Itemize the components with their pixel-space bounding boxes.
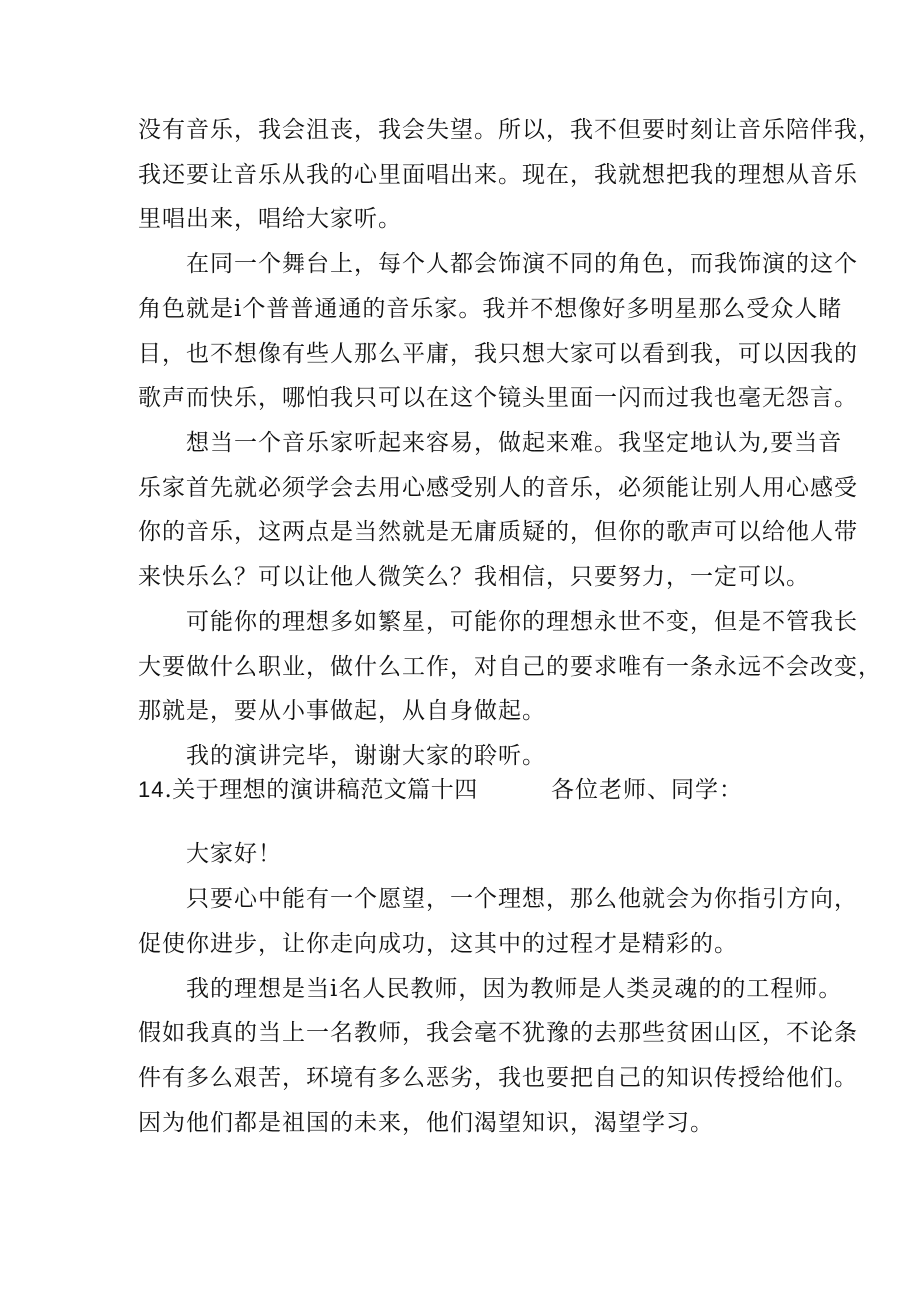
text-line: 假如我真的当上一名教师，我会毫不犹豫的去那些贫困山区，不论条 [138, 1020, 858, 1046]
text-line: 歌声而快乐，哪怕我只可以在这个镜头里面一闪而过我也毫无怨言。 [138, 385, 858, 411]
text-line: 件有多么艰苦，环境有多么恶劣，我也要把自己的知识传授给他们。 [138, 1065, 858, 1091]
text-line: 想当一个音乐家听起来容易，做起来难。我坚定地认为,要当音 [186, 430, 843, 456]
section-number: 14 [138, 777, 165, 802]
text-line: 我的演讲完毕，谢谢大家的聆听。 [186, 743, 546, 769]
text-line: 我还要让音乐从我的心里面唱出来。现在，我就想把我的理想从音乐 [138, 162, 858, 188]
text-line: 可能你的理想多如繁星，可能你的理想永世不变，但是不管我长 [186, 609, 858, 635]
text-line: 目，也不想像有些人那么平庸，我只想大家可以看到我，可以因我的 [138, 341, 858, 367]
section-heading [138, 775, 758, 805]
text-line: 在同一个舞台上，每个人都会饰演不同的角色，而我饰演的这个 [186, 251, 858, 277]
text-line: 那就是，要从小事做起，从自身做起。 [138, 698, 546, 724]
text-line: 大要做什么职业，做什么工作，对自己的要求唯有一条永远不会改变， [138, 654, 882, 680]
text-line: 角色就是i个普普通通的音乐家。我并不想像好多明星那么受众人睹 [138, 296, 843, 322]
text-line: 只要心中能有一个愿望，一个理想，那么他就会为你指引方向， [186, 886, 858, 912]
text-line: 来快乐么？可以让他人微笑么？我相信，只要努力，一定可以。 [138, 564, 810, 590]
section-title: .关于理想的演讲稿范文篇十四 [164, 777, 478, 803]
text-line: 里唱出来，唱给大家听。 [138, 206, 402, 232]
text-line: 大家好！ [186, 841, 282, 867]
text-line: 你的音乐，这两点是当然就是无庸质疑的，但你的歌声可以给他人带 [138, 519, 858, 545]
text-line: 乐家首先就必须学会去用心感受别人的音乐，必须能让别人用心感受 [138, 475, 858, 501]
text-line: 我的理想是当i名人民教师，因为教师是人类灵魂的的工程师。 [186, 976, 843, 1002]
text-line: 没有音乐，我会沮丧，我会失望。所以，我不但要时刻让音乐陪伴我， [138, 117, 882, 143]
salutation: 各位老师、同学： [551, 777, 743, 803]
text-line: 促使你进步，让你走向成功，这其中的过程才是精彩的。 [138, 931, 738, 957]
text-line: 因为他们都是祖国的未来，他们渴望知识，渴望学习。 [138, 1110, 714, 1136]
